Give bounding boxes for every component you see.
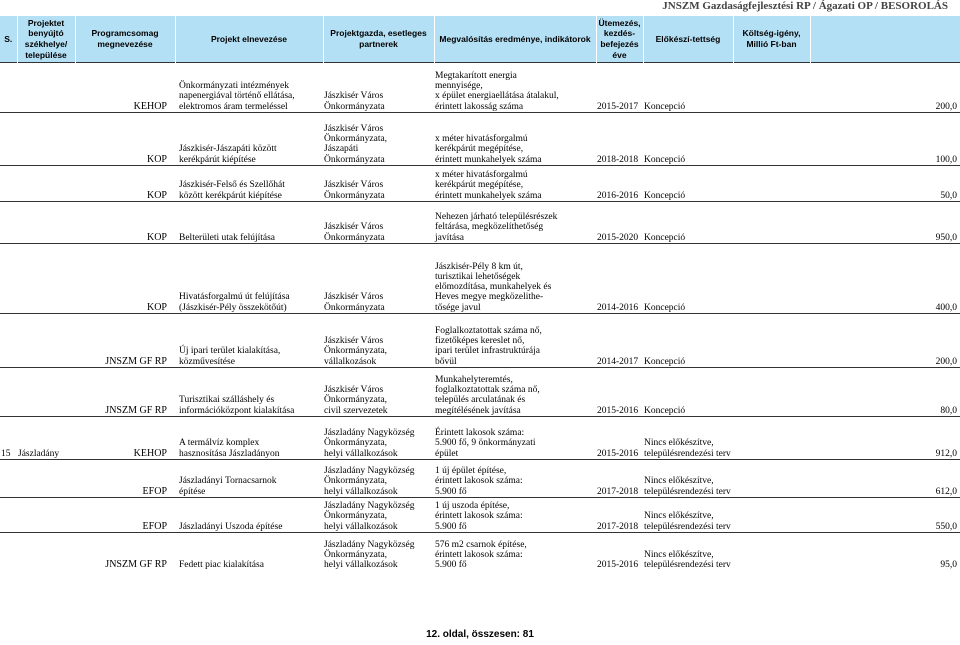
row-number bbox=[0, 533, 17, 571]
table-row bbox=[0, 63, 960, 113]
project-table bbox=[0, 16, 960, 571]
rows.1.prep-line: Koncepció bbox=[644, 154, 686, 165]
cost-cell: 612,0 bbox=[935, 486, 957, 497]
prep-cell bbox=[643, 533, 733, 571]
cost-cell: 100,0 bbox=[935, 154, 957, 165]
cost-spacer bbox=[733, 63, 810, 113]
rows.8.project-line: Jászladányi Tornacsarnok bbox=[179, 476, 277, 487]
rows.8.prep-line: Nincs előkészítve, bbox=[644, 476, 714, 487]
schedule-cell: 2014-2017 bbox=[597, 356, 639, 367]
rows.1.project-line: kerékpárút kiépítése bbox=[179, 154, 256, 165]
rows.6.prep-line: Koncepció bbox=[644, 405, 686, 416]
program-cell: KOP bbox=[146, 301, 167, 313]
prep-cell bbox=[643, 498, 733, 533]
rows.10.project-line: Fedett piac kialakítása bbox=[179, 560, 264, 571]
rows.2.owner-line: Önkormányzata bbox=[324, 190, 385, 201]
rows.2.owner-line: Jászkisér Város bbox=[324, 180, 384, 191]
results-cell bbox=[434, 417, 596, 460]
row-settlement bbox=[17, 533, 75, 571]
owner-cell bbox=[323, 202, 434, 244]
row-settlement bbox=[17, 202, 75, 244]
col-header-results: Megvalósítás eredménye, indikátorok bbox=[434, 16, 596, 63]
rows.8.owner-line: Önkormányzata, bbox=[324, 476, 388, 487]
results-cell bbox=[434, 460, 596, 498]
rows.4.owner-line: Önkormányzata bbox=[324, 302, 385, 313]
cost-cell: 95,0 bbox=[940, 560, 957, 571]
row-number bbox=[0, 368, 17, 417]
owner-cell bbox=[323, 417, 434, 460]
project-cell bbox=[175, 498, 323, 533]
prep-cell bbox=[643, 202, 733, 244]
table-row bbox=[0, 244, 960, 314]
row-number bbox=[0, 166, 17, 202]
rows.1.owner-line: Jászapáti bbox=[324, 144, 359, 155]
table-row bbox=[0, 368, 960, 417]
rows.3.results-line: feltárása, megközelíthetőség bbox=[435, 222, 544, 233]
rows.4.results-line: tősége javul bbox=[435, 302, 481, 313]
owner-cell bbox=[323, 314, 434, 368]
rows.3.owner-line: Jászkisér Város bbox=[324, 222, 384, 233]
rows.10.results-line: érintett lakosok száma: bbox=[435, 549, 523, 560]
row-number bbox=[0, 314, 17, 368]
rows.5.owner-line: vállalkozások bbox=[324, 356, 377, 367]
col-header-prep: Előkészí-tettség bbox=[643, 16, 733, 63]
rows.4.results-line: Jászkisér-Pély 8 km út, bbox=[435, 261, 523, 272]
rows.5.results-line: ipari terület infrastruktúrája bbox=[435, 346, 540, 357]
rows.9.results-line: érintett lakosok száma: bbox=[435, 511, 523, 522]
rows.8.project-line: építése bbox=[179, 486, 206, 497]
table-row bbox=[0, 498, 960, 533]
rows.10.owner-line: Önkormányzata, bbox=[324, 549, 388, 560]
prep-cell bbox=[643, 314, 733, 368]
schedule-cell: 2015-2016 bbox=[597, 448, 639, 459]
rows.7.project-line: hasznosítása Jászladányon bbox=[179, 448, 280, 459]
col-header-program: Programcsomag megnevezése bbox=[75, 16, 175, 63]
project-cell bbox=[175, 63, 323, 113]
rows.4.results-line: turisztikai lehetőségek bbox=[435, 271, 521, 282]
rows.0.results-line: Megtakarított energia bbox=[435, 70, 517, 81]
cost-spacer bbox=[733, 113, 810, 166]
cost-spacer bbox=[733, 498, 810, 533]
prep-cell bbox=[643, 244, 733, 314]
row-settlement bbox=[17, 166, 75, 202]
rows.0.owner-line: Önkormányzata bbox=[324, 101, 385, 112]
schedule-cell: 2018-2018 bbox=[597, 154, 639, 165]
rows.10.results-line: 576 m2 csarnok építése, bbox=[435, 539, 527, 550]
rows.1.owner-line: Önkormányzata bbox=[324, 154, 385, 165]
rows.4.prep-line: Koncepció bbox=[644, 302, 686, 313]
row-settlement bbox=[17, 113, 75, 166]
page-footer: 12. oldal, összesen: 81 bbox=[426, 629, 534, 640]
cost-spacer bbox=[733, 314, 810, 368]
project-cell bbox=[175, 533, 323, 571]
owner-cell bbox=[323, 244, 434, 314]
cost-cell: 80,0 bbox=[940, 405, 957, 416]
program-cell: KOP bbox=[146, 231, 167, 243]
row-number bbox=[0, 113, 17, 166]
prep-cell bbox=[643, 368, 733, 417]
table-row bbox=[0, 166, 960, 202]
rows.1.results-line: kerékpárút megépítése, bbox=[435, 144, 524, 155]
rows.2.prep-line: Koncepció bbox=[644, 190, 686, 201]
rows.2.project-line: között kerékpárút kiépítése bbox=[179, 190, 282, 201]
results-cell bbox=[434, 166, 596, 202]
rows.7.results-line: épület bbox=[435, 448, 459, 459]
program-cell: EFOP bbox=[142, 485, 167, 497]
rows.10.owner-line: Jászladány Nagyközség bbox=[324, 539, 415, 550]
rows.10.prep-line: településrendezési terv bbox=[644, 560, 731, 571]
results-cell bbox=[434, 498, 596, 533]
rows.9.results-line: 5.900 fő bbox=[435, 521, 467, 532]
cost-spacer bbox=[733, 368, 810, 417]
rows.7.results-line: 5.900 fő, 9 önkormányzati bbox=[435, 438, 536, 449]
cost-cell: 550,0 bbox=[935, 521, 957, 532]
rows.5.prep-line: Koncepció bbox=[644, 356, 686, 367]
row-settlement bbox=[17, 460, 75, 498]
table-row bbox=[0, 202, 960, 244]
rows.1.results-line: x méter hivatásforgalmú bbox=[435, 134, 528, 145]
schedule-cell: 2015-2020 bbox=[597, 232, 639, 243]
rows.3.results-line: javítása bbox=[435, 232, 465, 243]
cost-cell: 912,0 bbox=[935, 448, 957, 459]
rows.9.owner-line: Önkormányzata, bbox=[324, 511, 388, 522]
row-settlement: Jászladány bbox=[18, 448, 60, 459]
rows.6.owner-line: Jászkisér Város bbox=[324, 385, 384, 396]
owner-cell bbox=[323, 460, 434, 498]
cost-cell: 400,0 bbox=[935, 302, 957, 313]
rows.5.owner-line: Jászkisér Város bbox=[324, 336, 384, 347]
results-cell bbox=[434, 63, 596, 113]
rows.7.prep-line: Nincs előkészítve, bbox=[644, 438, 714, 449]
table-row bbox=[0, 533, 960, 571]
schedule-cell: 2015-2016 bbox=[597, 560, 639, 571]
owner-cell bbox=[323, 63, 434, 113]
program-cell: JNSZM GF RP bbox=[105, 559, 167, 571]
program-cell: KOP bbox=[146, 189, 167, 201]
rows.6.project-line: információközpont kialakítása bbox=[179, 405, 295, 416]
prep-cell bbox=[643, 63, 733, 113]
table-row bbox=[0, 460, 960, 498]
rows.1.owner-line: Jászkisér Város bbox=[324, 123, 384, 134]
results-cell bbox=[434, 533, 596, 571]
row-number bbox=[0, 498, 17, 533]
project-cell bbox=[175, 166, 323, 202]
col-header-settlement: Projektet benyújtó székhelye/ települése bbox=[17, 16, 75, 63]
table-row bbox=[0, 314, 960, 368]
rows.7.project-line: A termálvíz komplex bbox=[179, 438, 260, 449]
rows.6.results-line: foglalkoztatottak száma nő, bbox=[435, 385, 540, 396]
row-settlement bbox=[17, 314, 75, 368]
table-row bbox=[0, 417, 960, 460]
rows.7.prep-line: településrendezési terv bbox=[644, 448, 731, 459]
rows.9.results-line: 1 új uszoda építése, bbox=[435, 501, 510, 512]
rows.6.results-line: település arculatának és bbox=[435, 395, 526, 406]
rows.10.owner-line: helyi vállalkozások bbox=[324, 560, 398, 571]
results-cell bbox=[434, 202, 596, 244]
rows.3.results-line: Nehezen járható településrészek bbox=[435, 212, 558, 223]
rows.5.project-line: Új ipari terület kialakítása, bbox=[179, 346, 281, 357]
col-header-owner: Projektgazda, esetleges partnerek bbox=[323, 16, 434, 63]
rows.0.project-line: elektromos áram termeléssel bbox=[179, 101, 288, 112]
rows.0.project-line: napenergiával történő ellátása, bbox=[179, 91, 295, 102]
table-row bbox=[0, 113, 960, 166]
owner-cell bbox=[323, 498, 434, 533]
project-cell bbox=[175, 417, 323, 460]
cost-cell: 950,0 bbox=[935, 232, 957, 243]
col-header-schedule: Ütemezés, kezdés-befejezés éve bbox=[596, 16, 643, 63]
results-cell bbox=[434, 113, 596, 166]
cost-spacer bbox=[733, 202, 810, 244]
rows.0.results-line: érintett lakosság száma bbox=[435, 101, 524, 112]
rows.9.project-line: Jászladányi Uszoda építése bbox=[179, 521, 283, 532]
schedule-cell: 2014-2016 bbox=[597, 302, 639, 313]
rows.3.prep-line: Koncepció bbox=[644, 232, 686, 243]
row-settlement bbox=[17, 368, 75, 417]
row-settlement bbox=[17, 244, 75, 314]
rows.0.owner-line: Jászkisér Város bbox=[324, 91, 384, 102]
rows.9.owner-line: Jászladány Nagyközség bbox=[324, 501, 415, 512]
rows.1.owner-line: Önkormányzata, bbox=[324, 134, 388, 145]
row-number bbox=[0, 63, 17, 113]
rows.1.project-line: Jászkisér-Jászapáti között bbox=[179, 144, 277, 155]
schedule-cell: 2015-2016 bbox=[597, 405, 639, 416]
rows.4.results-line: előmozdítása, munkahelyek és bbox=[435, 282, 552, 293]
rows.2.results-line: érintett munkahelyek száma bbox=[435, 190, 542, 201]
table-header-row bbox=[0, 16, 960, 63]
rows.3.project-line: Belterületi utak felújítása bbox=[179, 232, 276, 243]
prep-cell bbox=[643, 417, 733, 460]
cost-spacer bbox=[733, 417, 810, 460]
rows.0.results-line: x épület energiaellátása átalakul, bbox=[435, 91, 559, 102]
rows.7.owner-line: helyi vállalkozások bbox=[324, 448, 398, 459]
results-cell bbox=[434, 368, 596, 417]
rows.5.owner-line: Önkormányzata, bbox=[324, 346, 388, 357]
schedule-cell: 2017-2018 bbox=[597, 521, 639, 532]
rows.2.results-line: kerékpárút megépítése, bbox=[435, 180, 524, 191]
rows.6.owner-line: civil szervezetek bbox=[324, 405, 388, 416]
program-cell: EFOP bbox=[142, 520, 167, 532]
cost-cell: 200,0 bbox=[935, 356, 957, 367]
schedule-cell: 2015-2017 bbox=[597, 101, 639, 112]
rows.3.owner-line: Önkormányzata bbox=[324, 232, 385, 243]
owner-cell bbox=[323, 533, 434, 571]
rows.7.results-line: Érintett lakosok száma: bbox=[435, 428, 525, 439]
rows.5.results-line: fizetőképes kereslet nő, bbox=[435, 336, 525, 347]
project-cell bbox=[175, 202, 323, 244]
row-settlement bbox=[17, 63, 75, 113]
rows.0.project-line: Önkormányzati intézmények bbox=[179, 81, 290, 92]
row-number bbox=[0, 244, 17, 314]
program-cell: JNSZM GF RP bbox=[105, 355, 167, 367]
cost-cell: 50,0 bbox=[940, 190, 957, 201]
document-header-text: JNSZM Gazdaságfejlesztési RP / Ágazati OP / BESOROLÁS bbox=[662, 0, 948, 12]
cost-spacer bbox=[733, 533, 810, 571]
cost-spacer bbox=[733, 244, 810, 314]
row-number bbox=[0, 202, 17, 244]
prep-cell bbox=[643, 460, 733, 498]
rows.9.owner-line: helyi vállalkozások bbox=[324, 521, 398, 532]
rows.5.results-line: Foglalkoztatottak száma nő, bbox=[435, 325, 542, 336]
rows.8.owner-line: helyi vállalkozások bbox=[324, 486, 398, 497]
rows.0.prep-line: Koncepció bbox=[644, 101, 686, 112]
owner-cell bbox=[323, 166, 434, 202]
rows.8.results-line: érintett lakosok száma: bbox=[435, 476, 523, 487]
rows.6.project-line: Turisztikai szálláshely és bbox=[179, 395, 275, 406]
owner-cell bbox=[323, 113, 434, 166]
schedule-cell: 2016-2016 bbox=[597, 190, 639, 201]
cost-cell: 200,0 bbox=[935, 101, 957, 112]
rows.8.results-line: 1 új épület építése, bbox=[435, 466, 507, 477]
results-cell bbox=[434, 314, 596, 368]
prep-cell bbox=[643, 166, 733, 202]
rows.10.results-line: 5.900 fő bbox=[435, 560, 467, 571]
prep-cell bbox=[643, 113, 733, 166]
rows.6.results-line: megítélésének javítása bbox=[435, 405, 521, 416]
rows.7.owner-line: Jászladány Nagyközség bbox=[324, 428, 415, 439]
schedule-cell: 2017-2018 bbox=[597, 486, 639, 497]
project-cell bbox=[175, 244, 323, 314]
rows.1.results-line: érintett munkahelyek száma bbox=[435, 154, 542, 165]
col-header-project: Projekt elnevezése bbox=[175, 16, 323, 63]
rows.0.results-line: mennyisége, bbox=[435, 81, 483, 92]
rows.6.owner-line: Önkormányzata, bbox=[324, 395, 388, 406]
col-header-spacer bbox=[810, 16, 960, 63]
rows.4.project-line: Hivatásforgalmú út felújítása bbox=[179, 292, 290, 303]
row-settlement bbox=[17, 498, 75, 533]
row-number bbox=[0, 460, 17, 498]
rows.9.prep-line: településrendezési terv bbox=[644, 521, 731, 532]
rows.8.results-line: 5.900 fő bbox=[435, 486, 467, 497]
project-cell bbox=[175, 314, 323, 368]
owner-cell bbox=[323, 368, 434, 417]
rows.5.results-line: bővül bbox=[435, 356, 457, 367]
rows.9.prep-line: Nincs előkészítve, bbox=[644, 511, 714, 522]
program-cell: KEHOP bbox=[133, 100, 167, 112]
rows.8.prep-line: településrendezési terv bbox=[644, 486, 731, 497]
program-cell: KOP bbox=[146, 153, 167, 165]
col-header-s: S. bbox=[0, 16, 17, 63]
results-cell bbox=[434, 244, 596, 314]
project-cell bbox=[175, 113, 323, 166]
program-cell: KEHOP bbox=[133, 447, 167, 459]
rows.10.prep-line: Nincs előkészítve, bbox=[644, 549, 714, 560]
row-number: 15 bbox=[1, 448, 11, 459]
program-cell: JNSZM GF RP bbox=[105, 404, 167, 416]
col-header-cost: Költség-igény, Millió Ft-ban bbox=[733, 16, 810, 63]
cost-spacer bbox=[733, 166, 810, 202]
cost-spacer bbox=[733, 460, 810, 498]
project-cell bbox=[175, 460, 323, 498]
rows.8.owner-line: Jászladány Nagyközség bbox=[324, 466, 415, 477]
rows.4.project-line: (Jászkisér-Pély összekötőút) bbox=[179, 302, 287, 313]
rows.4.owner-line: Jászkisér Város bbox=[324, 292, 384, 303]
rows.2.project-line: Jászkisér-Felső és Szellőhát bbox=[179, 180, 285, 191]
rows.7.owner-line: Önkormányzata, bbox=[324, 438, 388, 449]
project-cell bbox=[175, 368, 323, 417]
rows.5.project-line: közművesítése bbox=[179, 356, 235, 367]
rows.6.results-line: Munkahelyteremtés, bbox=[435, 374, 513, 385]
rows.2.results-line: x méter hivatásforgalmú bbox=[435, 170, 528, 181]
document-header bbox=[0, 0, 960, 12]
rows.4.results-line: Heves megye megközelithe- bbox=[435, 292, 544, 303]
